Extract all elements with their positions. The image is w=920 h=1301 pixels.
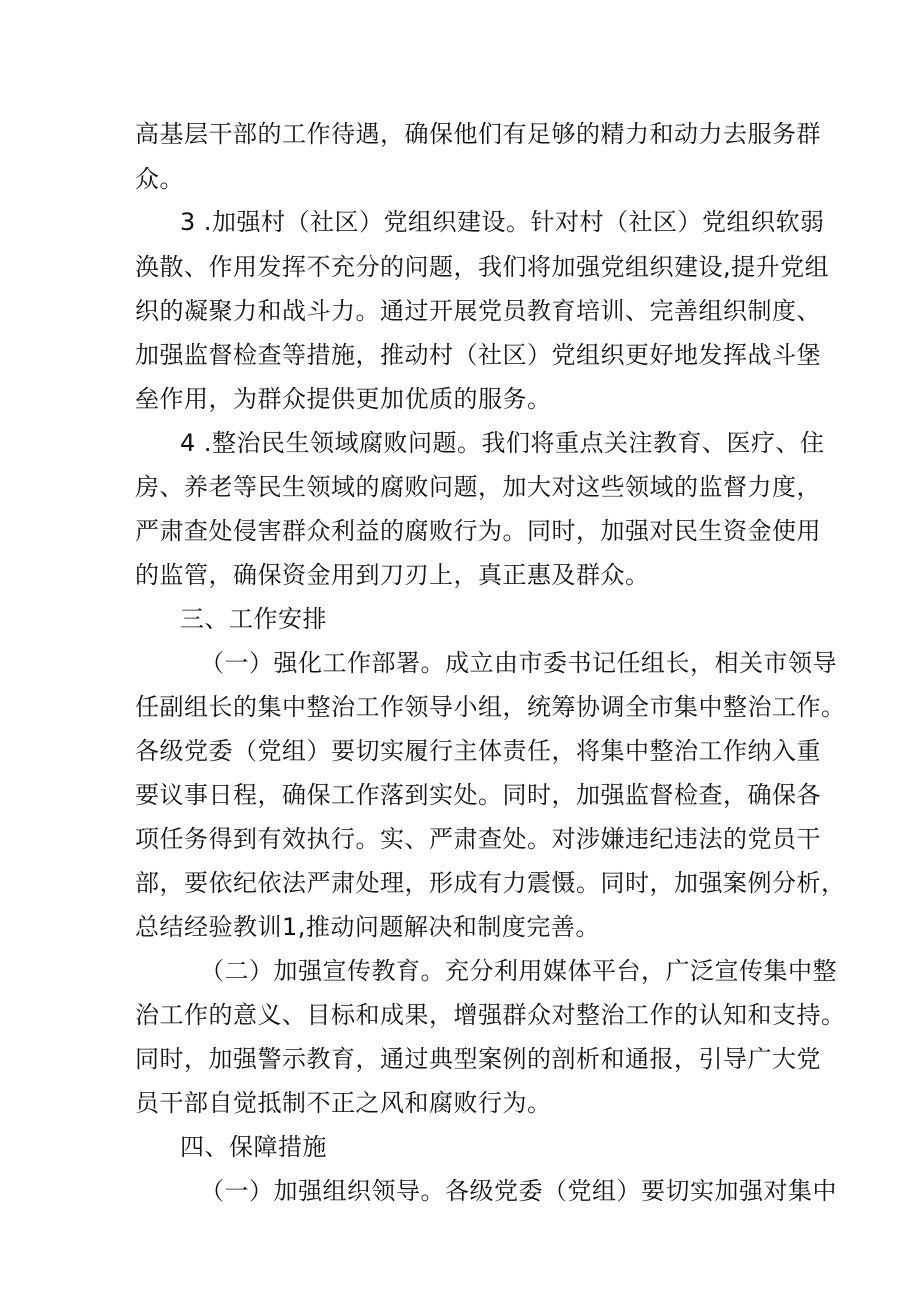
text-line: 部，要依纪依法严肃处理，形成有力震慑。同时，加强案例分析， [135, 869, 846, 897]
text-line: 加强监督检查等措施，推动村（社区）党组织更好地发挥战斗堡 [135, 341, 821, 369]
subsection-heading: （二）加强宣传教育。充分利用媒体平台，广泛宣传集中整 [200, 957, 837, 985]
text-line: 垒作用，为群众提供更加优质的服务。 [135, 385, 552, 413]
subsection-heading: （一）强化工作部署。成立由市委书记任组长，相关市领导 [200, 649, 837, 677]
text-line: 严肃查处侵害群众利益的腐败行为。同时，加强对民生资金使用 [135, 517, 821, 545]
text-line: 高基层干部的工作待遇，确保他们有足够的精力和动力去服务群 [135, 120, 821, 148]
text-line: 总结经验教训1,推动问题解决和制度完善。 [135, 913, 600, 941]
subsection-heading: （一）加强组织领导。各级党委（党组）要切实加强对集中 [200, 1177, 837, 1205]
list-item-heading: 4 .整治民生领域腐败问题。我们将重点关注教育、医疗、住 [180, 429, 825, 457]
text-line: 任副组长的集中整治工作领导小组，统筹协调全市集中整治工作。 [135, 693, 846, 721]
section-heading: 三、工作安排 [180, 605, 327, 633]
section-heading: 四、保障措施 [180, 1133, 327, 1161]
text-line: 治工作的意义、目标和成果，增强群众对整治工作的认知和支持。 [135, 1001, 846, 1029]
text-line: 房、养老等民生领域的腐败问题，加大对这些领域的监督力度， [135, 473, 821, 501]
text-line: 员干部自觉抵制不正之风和腐败行为。 [135, 1089, 552, 1117]
text-line: 要议事日程，确保工作落到实处。同时，加强监督检查，确保各 [135, 781, 821, 809]
text-line: 织的凝聚力和战斗力。通过开展党员教育培训、完善组织制度、 [135, 297, 821, 325]
text-line: 的监管，确保资金用到刀刃上，真正惠及群众。 [135, 561, 650, 589]
text-line: 项任务得到有效执行。实、严肃查处。对涉嫌违纪违法的党员干 [135, 825, 821, 853]
text-line: 同时，加强警示教育，通过典型案例的剖析和通报，引导广大党 [135, 1045, 821, 1073]
text-line: 众。 [135, 165, 184, 193]
list-item-heading: 3 .加强村（社区）党组织建设。针对村（社区）党组织软弱 [180, 208, 825, 236]
text-line: 涣散、作用发挥不充分的问题，我们将加强党组织建设,提升党组 [135, 253, 830, 281]
text-line: 各级党委（党组）要切实履行主体责任，将集中整治工作纳入重 [135, 737, 821, 765]
